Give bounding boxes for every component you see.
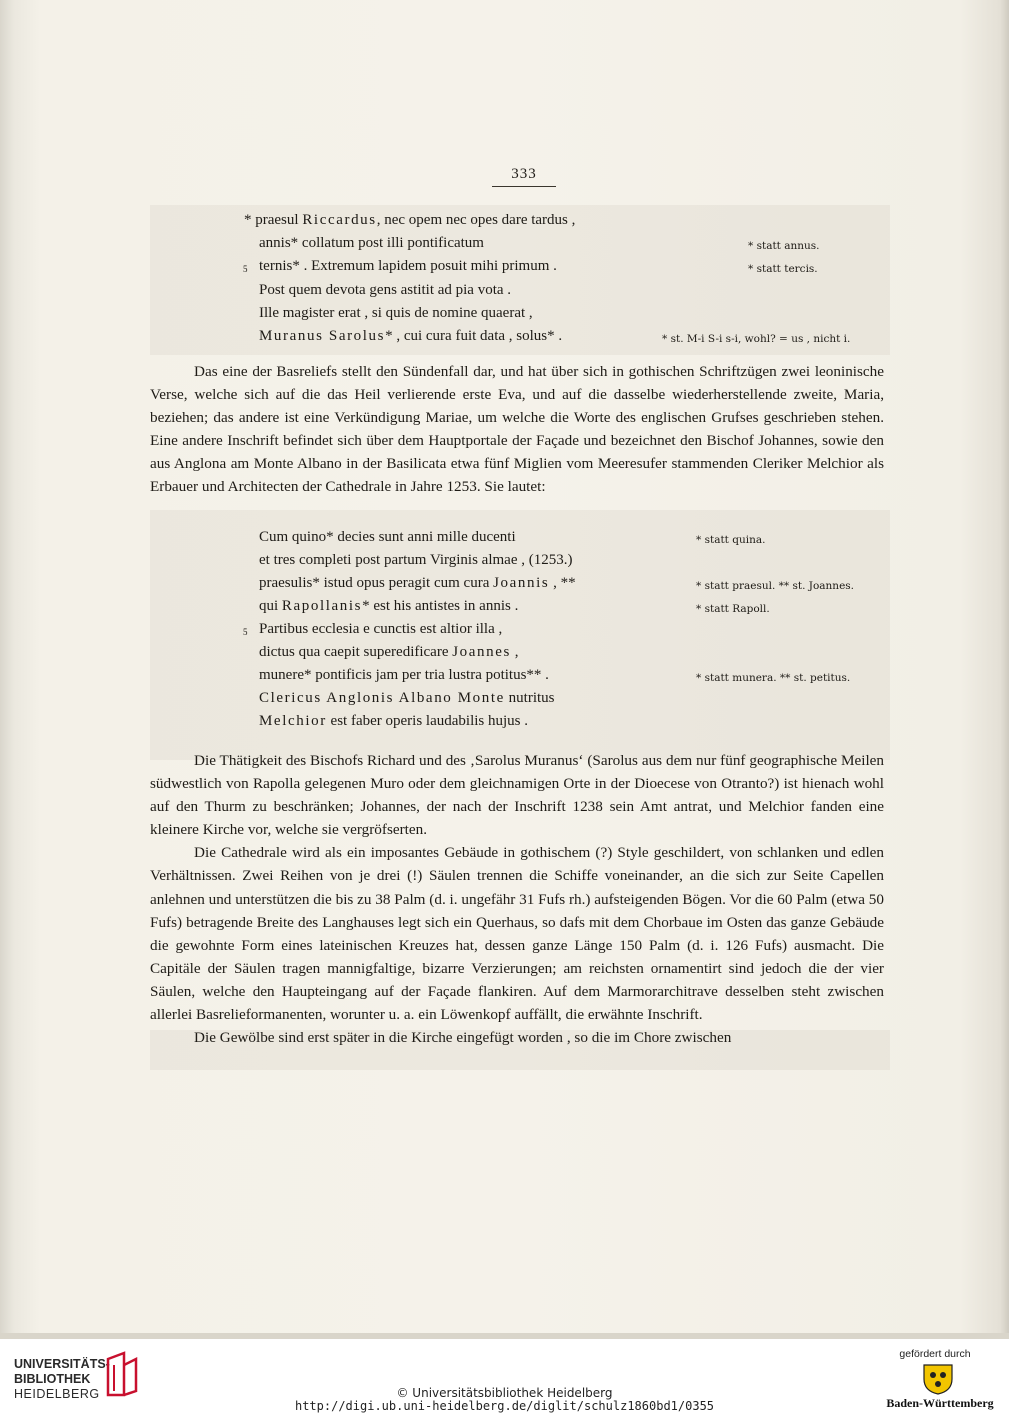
verse-text: munere* pontificis jam per tria lustra potitus** . [259,667,549,683]
verse-text: praesulis* istud opus peragit cum cura [259,575,494,591]
verse-line [259,599,518,614]
verse-text: * praesul [244,212,303,228]
paragraph-text: Die Thätigkeit des Bischofs Richard und des ‚Sarolus Muranus‘ (Sarolus aus dem nur fünf geographische Meilen südwestlich von Rapolla gelegenen Muro oder dem gleichnamigen Orte in der Dioecese von Otranto?) ist hienach wohl auf den Thurm zu beschränken; Johannes, der nach der Inschrift 1238 sein Amt antrat, und Melchior fanden eine kleinere Kirche vor, welche sie vergröfserten. [150,752,884,839]
paragraph-1 [150,360,884,499]
copyright-notice: © Universitätsbibliothek Heidelberg [396,1386,613,1400]
verse-text: Post quem devota gens astitit ad pia vota . [259,281,512,298]
spaced-name: Muranus Sarolus [259,328,386,344]
verse-line [259,259,557,274]
verse-line [259,553,572,568]
logo-line: BIBLIOTHEK [14,1372,91,1386]
verse-footnote: * statt praesul. ** st. Joannes. [696,580,855,592]
verse-text: Cum quino* decies sunt anni mille ducenti [259,529,516,545]
coat-of-arms-icon [918,1361,958,1395]
paragraph-text: Die Cathedrale wird als ein imposantes Gebäude in gothischem (?) Style geschildert, von schlanken und edlen Verhältnissen. Zwei Reihen von je drei (!) Säulen trennen die Schiffe voneinander, an die sich zur Seite Capellen anlehnen und unterstützen die bis zu 38 Palm (d. i. ungefähr 31 Fufs rh.) aufsteigenden Bögen. Vor die 60 Palm (etwa 50 Fufs) betragende Breite des Langhauses legt sich ein Querhaus, so dafs mit dem Chorbaue im Osten das ganze Gebäude die gewohnte Form eines lateinischen Kreuzes hat, dessen ganze Länge 150 Palm (d. i. 126 Fufs) ausmacht. Die Capitäle der Säulen tragen mannigfaltige, bizarre Verzierungen; am reichsten ornamentirt sind jedoch die der vier Säulen, welche den Haupteingang auf der Façade flankiren. Auf dem Marmorarchitrave desselben steht zwischen allerlei Basrelieformanenten, worunter u. a. ein Löwenkopf auffällt, die erwähnte Inschrift. [150,844,884,1024]
verse-footnote: * statt annus. [748,240,820,253]
page-number: 333 [511,166,537,182]
verse-text: annis* collatum post illi pontificatum [259,235,484,252]
verse-text: Partibus ecclesia e cunctis est altior illa , [259,621,503,637]
verse-text: , ** [549,575,576,591]
spaced-name: Melchior [259,713,327,729]
verse-text: , [510,644,519,660]
permalink-url[interactable]: http://digi.ub.uni-heidelberg.de/diglit/schulz1860bd1/0355 [294,1399,715,1413]
verse-footnote: * statt munera. ** st. petitus. [696,672,851,684]
spaced-name: Clericus Anglonis Albano Monte [259,690,505,706]
verse-text: et tres completi post partum Virginis almae , (1253.) [259,552,573,568]
verse-footnote: * statt tercis. [748,263,818,276]
verse-text: nutritus [504,690,555,706]
spaced-name: Rapollanis [281,598,363,614]
verse-line [259,283,511,298]
verse-text: * , cui cura fuit data , solus* . [385,328,563,344]
spaced-name: Joannis [493,575,550,591]
verse-footnote: * statt Rapoll. [696,603,770,615]
verse-line [259,622,502,637]
verse-text: est faber operis laudabilis hujus . [326,713,529,729]
verse-text: qui [259,598,282,614]
spaced-name: Joannes [452,644,511,660]
verse-line [259,576,576,591]
paragraph-text: Das eine der Basreliefs stellt den Sündenfall dar, und hat über sich in gothischen Schriftzügen zwei leoninische Verse, welche sich auf die das Heil verlierende erste Eva, und auf die dasselbe wiederherstellende zweite, Maria, beziehen; das andere ist eine Verkündigung Mariae, um welche die Worte des englischen Grufses geschrieben stehen. Eine andere Inschrift befindet sich über dem Hauptportale der Façade und bezeichnet den Bischof Johannes, sowie den aus Anglona am Monte Albano in der Basilicata etwa fünf Miglien vom Meeresufer stammenden Cleriker Melchior als Erbauer und Architecten der Cathedrale in Jahre 1253. Sie lautet: [150,363,884,496]
verse-line [244,213,575,228]
verse-line [259,530,516,545]
paragraph-text: Die Gewölbe sind erst später in die Kirche eingefügt worden , so die im Chore zwischen [194,1029,732,1047]
line-number: 5 [243,627,248,637]
paragraph-2 [150,749,884,1049]
verse-line [259,329,562,344]
verse-line [259,645,518,660]
verse-line [259,714,528,729]
verse-text: * est his antistes in annis . [362,598,519,614]
verse-line [259,668,549,683]
verse-footnote: * st. M-i S-i s-i, wohl? = us , nicht i. [662,333,851,345]
verse-line [259,691,555,706]
page-number-rule [492,186,556,187]
verse-line [259,236,484,251]
verse-line [259,306,533,321]
verse-text: dictus qua caepit superedificare [259,644,453,660]
sponsor-name: Baden-Württemberg [886,1396,994,1410]
logo-line: HEIDELBERG [14,1387,100,1401]
verse-text: Ille magister erat , si quis de nomine quaerat , [259,304,533,321]
verse-text: , nec opem nec opes dare tardus , [376,212,576,228]
spaced-name: Riccardus [302,212,377,228]
verse-text: ternis* . Extremum lapidem posuit mihi primum . [259,258,557,275]
logo-line: UNIVERSITÄTS- [14,1357,110,1371]
funded-by-label: gefördert durch [899,1348,971,1360]
verse-footnote: * statt quina. [696,534,766,546]
line-number: 5 [243,264,248,275]
